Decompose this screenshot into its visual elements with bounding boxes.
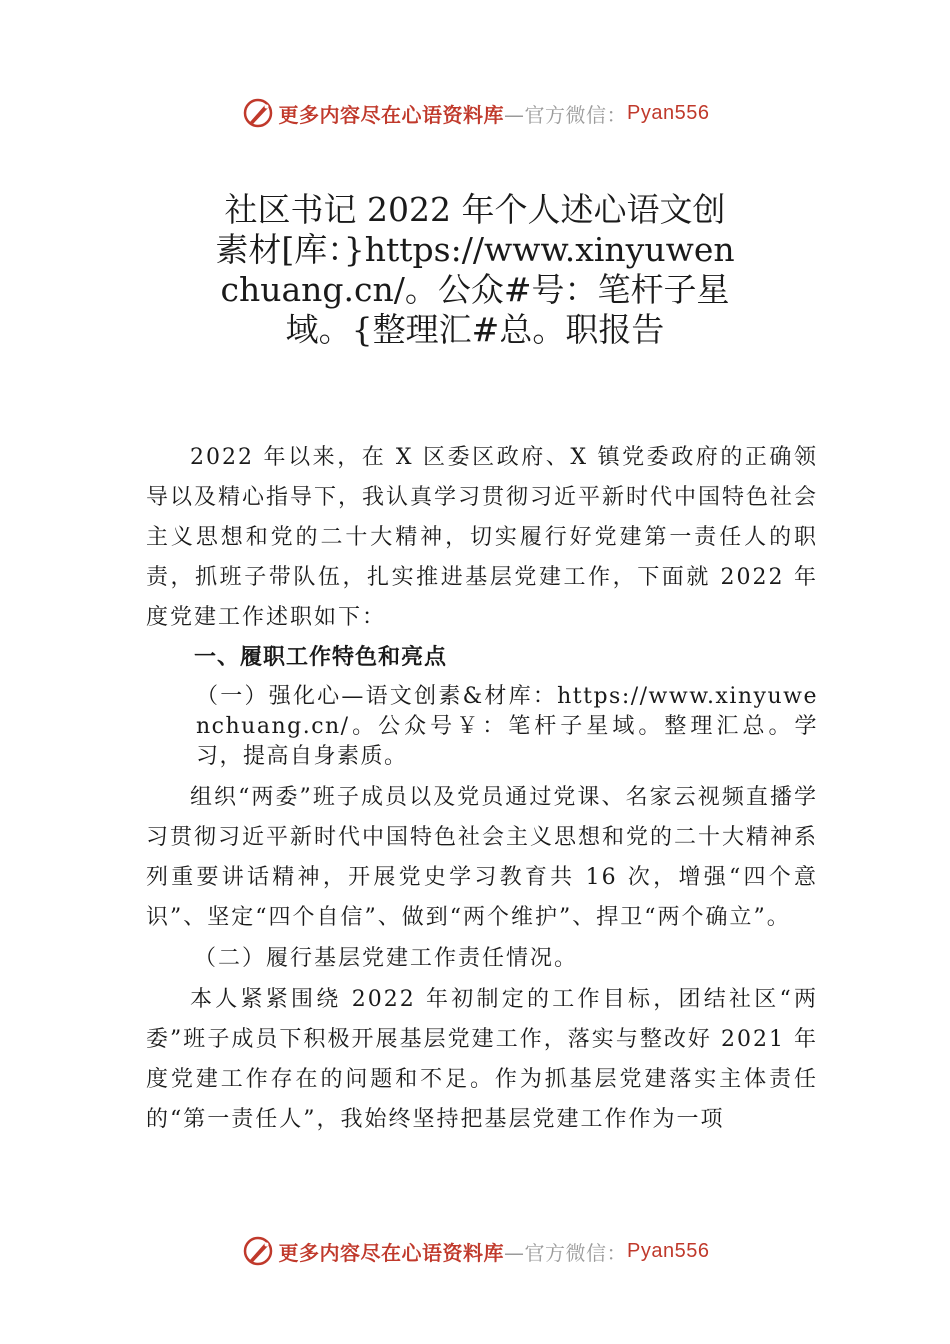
- footer-wechat-label: —官方微信：: [504, 1240, 628, 1265]
- document-title: 社区书记 2022 年个人述心语文创素材[库：}https://www.xinyuwenchuang.cn/。公众#号：笔杆子星域。{整理汇#总。职报告: [215, 190, 735, 349]
- header-text: 更多内容尽在心语资料库: [278, 102, 505, 127]
- header-wechat-label: —官方微信：: [504, 102, 628, 127]
- pen-logo-icon: [241, 96, 275, 130]
- pen-logo-icon: [241, 1234, 275, 1268]
- footer-text: 更多内容尽在心语资料库: [278, 1240, 505, 1265]
- footer-banner: [0, 1234, 950, 1268]
- paragraph-study: 组织“两委”班子成员以及党员通过党课、名家云视频直播学习贯彻习近平新时代中国特色社会主义思想和党的二十大精神系列重要讲话精神，开展党史学习教育共 16 次，增强“四个意识”、坚定“四个自信”、做到“两个维护”、捍卫“两个确立”。: [146, 785, 819, 930]
- document-body: [146, 438, 818, 1140]
- paragraph-responsibility: 本人紧紧围绕 2022 年初制定的工作目标，团结社区“两委”班子成员下积极开展基层党建工作，落实与整改好 2021 年度党建工作存在的问题和不足。作为抓基层党建落实主体责任的“第一责任人”，我始终坚持把基层党建工作作为一项: [146, 987, 818, 1132]
- subsection-heading-2: （二）履行基层党建工作责任情况。: [194, 946, 579, 971]
- header-banner: [0, 96, 950, 130]
- header-wechat-handle: Pyan556: [627, 101, 710, 124]
- paragraph-intro: 2022 年以来，在 X 区委区政府、X 镇党委政府的正确领导以及精心指导下，我认真学习贯彻习近平新时代中国特色社会主义思想和党的二十大精神，切实履行好党建第一责任人的职责，抓班子带队伍，扎实推进基层党建工作，下面就 2022 年度党建工作述职如下：: [146, 445, 819, 630]
- footer-wechat-handle: Pyan556: [627, 1239, 710, 1262]
- section-heading-1: 一、履职工作特色和亮点: [194, 645, 448, 670]
- subsection-heading-1: （一）强化心—语文创素&材库：https://www.xinyuwenchuang.cn/。公众号￥：笔杆子星域。整理汇总。学习，提高自身素质。: [196, 684, 818, 769]
